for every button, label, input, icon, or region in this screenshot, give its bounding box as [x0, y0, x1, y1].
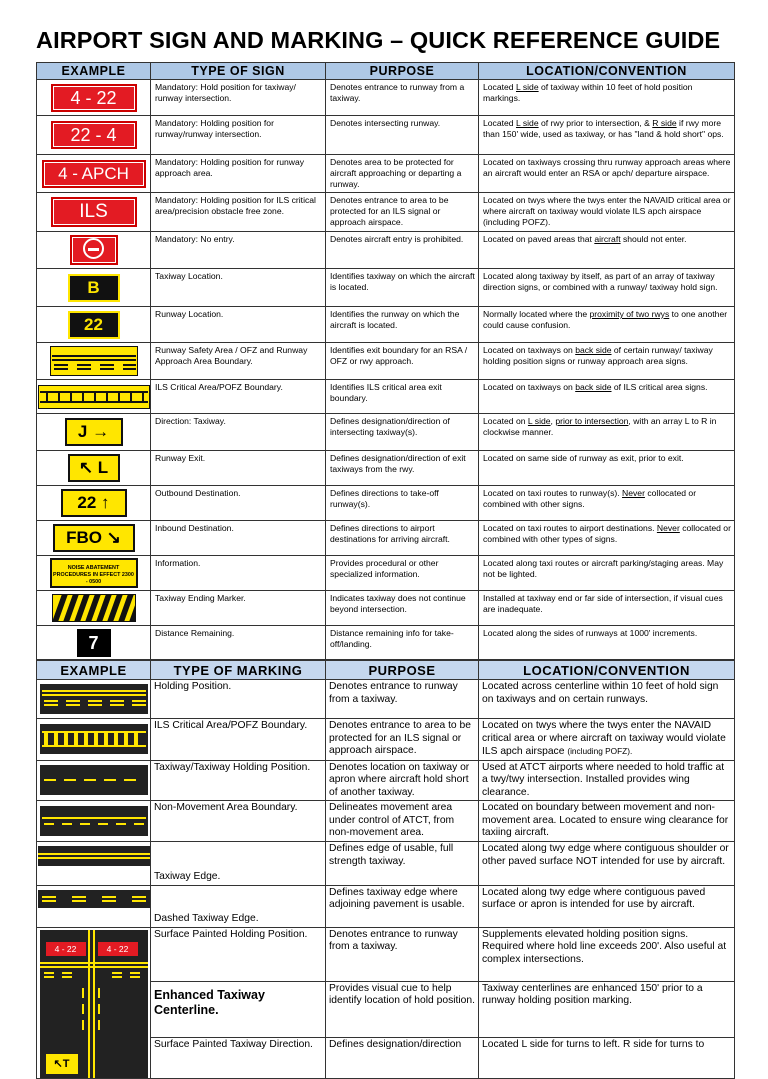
table-row [37, 801, 735, 842]
marking-example-taxiway-edge [37, 842, 151, 886]
marking-location: Used at ATCT airports where needed to hold traffic at a twy/twy intersection. Installed provides wing clearance. [479, 760, 735, 801]
marking-type: Non-Movement Area Boundary. [151, 801, 326, 842]
sign-type: Outbound Destination. [151, 486, 326, 521]
sign-type: Mandatory: No entry. [151, 232, 326, 269]
sign-location: Located on paved areas that aircraft should not enter. [479, 232, 735, 269]
table-row [37, 927, 735, 981]
sign-type: Distance Remaining. [151, 626, 326, 660]
sign-purpose: Denotes area to be protected for aircraft approaching or departing a runway. [326, 155, 479, 193]
no-entry-icon [83, 238, 104, 259]
marking-type: ILS Critical Area/POFZ Boundary. [151, 719, 326, 761]
col-header-example: EXAMPLE [37, 661, 151, 680]
signs-table [36, 62, 735, 660]
marking-location: Located L side for turns to left. R side for turns to [479, 1038, 735, 1078]
marking-purpose: Denotes entrance to runway from a taxiway. [326, 927, 479, 981]
marking-location: Located along twy edge where contiguous shoulder or other paved surface NOT intended for use by aircraft. [479, 842, 735, 886]
sign-location: Located on taxi routes to runway(s). Never collocated or combined with other signs. [479, 486, 735, 521]
sign-type: Runway Location. [151, 307, 326, 343]
marking-purpose: Defines designation/direction [326, 1038, 479, 1078]
sign-location: Located on twys where the twys enter the NAVAID critical area or where aircraft on taxiway would violate ILS apch airspace (including POFZ). [479, 193, 735, 232]
table-row [37, 380, 735, 414]
sign-location: Normally located where the proximity of two rwys to one another could cause confusion. [479, 307, 735, 343]
sign-example-direction-j: J → [65, 418, 123, 446]
sign-purpose: Identifies the runway on which the aircraft is located. [326, 307, 479, 343]
table-row [37, 269, 735, 307]
sign-type: ILS Critical Area/POFZ Boundary. [151, 380, 326, 414]
sign-type: Inbound Destination. [151, 521, 326, 556]
sign-type: Mandatory: Holding position for ILS critical area/precision obstacle free zone. [151, 193, 326, 232]
sign-type: Mandatory: Holding position for runway/runway intersection. [151, 116, 326, 155]
sign-example-information: NOISE ABATEMENT PROCEDURES IN EFFECT 2300 - 0500 [50, 558, 138, 588]
table-row [37, 307, 735, 343]
sign-example-no-entry [70, 235, 118, 265]
table-row [37, 414, 735, 451]
sign-example-hold-22-4: 22 - 4 [51, 121, 137, 149]
sign-example-runway-exit-l: ↖ L [68, 454, 120, 482]
sign-type: Taxiway Location. [151, 269, 326, 307]
table-row [37, 80, 735, 116]
col-header-type-of-sign: TYPE OF SIGN [151, 63, 326, 80]
sign-purpose: Identifies exit boundary for an RSA / OFZ or rwy approach. [326, 343, 479, 380]
sign-purpose: Defines designation/direction of intersecting taxiway(s). [326, 414, 479, 451]
marking-type: Taxiway Edge. [151, 842, 326, 886]
table-row [37, 451, 735, 486]
painted-hold-label-right: 4 - 22 [106, 943, 129, 954]
marking-type: Enhanced Taxiway Centerline. [151, 981, 326, 1037]
marking-location: Supplements elevated holding position signs. Required where hold line exceeds 200'. Also useful at complex intersections. [479, 927, 735, 981]
col-header-type-of-marking: TYPE OF MARKING [151, 661, 326, 680]
marking-location: Taxiway centerlines are enhanced 150' prior to a runway holding position marking. [479, 981, 735, 1037]
table-row [37, 521, 735, 556]
sign-purpose: Defines designation/direction of exit taxiways from the rwy. [326, 451, 479, 486]
sign-example-inbound-fbo: FBO ↘ [53, 524, 135, 552]
marking-location: Located along twy edge where contiguous paved surface or apron is intended for use by aircraft. [479, 885, 735, 927]
sign-example-outbound-22: 22 ↑ [61, 489, 127, 517]
table-row [37, 343, 735, 380]
marking-purpose: Defines edge of usable, full strength taxiway. [326, 842, 479, 886]
sign-location: Located on taxiways on back side of certain runway/ taxiway holding position signs or runway approach area signs. [479, 343, 735, 380]
sign-location: Located on L side, prior to intersection, with an array L to R in clockwise manner. [479, 414, 735, 451]
sign-location: Installed at taxiway end or far side of intersection, if visual cues are inadequate. [479, 591, 735, 626]
marking-example-holding-position [37, 680, 151, 719]
table-row [37, 486, 735, 521]
table-row [37, 232, 735, 269]
sign-purpose: Identifies taxiway on which the aircraft is located. [326, 269, 479, 307]
table-row [37, 193, 735, 232]
sign-location: Located along the sides of runways at 1000' increments. [479, 626, 735, 660]
sign-type: Runway Exit. [151, 451, 326, 486]
marking-type: Dashed Taxiway Edge. [151, 885, 326, 927]
marking-type: Surface Painted Taxiway Direction. [151, 1038, 326, 1078]
col-header-purpose: PURPOSE [326, 661, 479, 680]
table-row [37, 591, 735, 626]
sign-location: Located L side of rwy prior to intersection, & R side if rwy more than 150' wide, used as taxiway, or has "land & hold short" ops. [479, 116, 735, 155]
sign-example-hold-4-22: 4 - 22 [51, 84, 137, 112]
marking-example-ils-boundary [37, 719, 151, 761]
sign-purpose: Defines directions to take-off runway(s). [326, 486, 479, 521]
marking-purpose: Denotes entrance to runway from a taxiway. [326, 680, 479, 719]
marking-location: Located across centerline within 10 feet of hold sign on taxiways and on certain runways. [479, 680, 735, 719]
marking-type: Holding Position. [151, 680, 326, 719]
sign-purpose: Indicates taxiway does not continue beyond intersection. [326, 591, 479, 626]
sign-purpose: Defines directions to airport destinations for arriving aircraft. [326, 521, 479, 556]
sign-location: Located on same side of runway as exit, prior to exit. [479, 451, 735, 486]
sign-purpose: Provides procedural or other specialized information. [326, 556, 479, 591]
marking-example-non-movement-boundary [37, 801, 151, 842]
sign-location: Located on taxi routes to airport destinations. Never collocated or combined with other types of signs. [479, 521, 735, 556]
sign-purpose: Distance remaining info for take-off/landing. [326, 626, 479, 660]
sign-location: Located on taxiways crossing thru runway approach areas where an aircraft would enter an RSA or apch/ departure airspace. [479, 155, 735, 193]
table-row [37, 719, 735, 761]
sign-example-rsa-boundary [37, 343, 151, 380]
sign-location: Located along taxiway by itself, as part of an array of taxiway direction signs, or combined with a runway/ taxiway hold sign. [479, 269, 735, 307]
sign-location: Located along taxi routes or aircraft parking/staging areas. May not be lighted. [479, 556, 735, 591]
sign-example-runway-location-22: 22 [68, 311, 120, 339]
sign-example-4-apch: 4 - APCH [42, 160, 146, 188]
table-row [37, 626, 735, 660]
sign-purpose: Denotes aircraft entry is prohibited. [326, 232, 479, 269]
marking-example-dashed-taxiway-edge [37, 885, 151, 927]
col-header-location: LOCATION/CONVENTION [479, 63, 735, 80]
marking-purpose: Provides visual cue to help identify location of hold position. [326, 981, 479, 1037]
sign-type: Mandatory: Hold position for taxiway/ runway intersection. [151, 80, 326, 116]
sign-location: Located L side of taxiway within 10 feet of hold position markings. [479, 80, 735, 116]
sign-purpose: Identifies ILS critical area exit boundary. [326, 380, 479, 414]
marking-example-surface-painted [37, 927, 151, 1078]
marking-purpose: Denotes entrance to area to be protected for an ILS signal or approach airspace. [326, 719, 479, 761]
marking-type: Taxiway/Taxiway Holding Position. [151, 760, 326, 801]
markings-table [36, 660, 735, 1079]
sign-type: Taxiway Ending Marker. [151, 591, 326, 626]
sign-example-ils: ILS [51, 197, 137, 227]
col-header-purpose: PURPOSE [326, 63, 479, 80]
sign-example-ils-boundary [37, 380, 151, 414]
table-row [37, 680, 735, 719]
sign-type: Information. [151, 556, 326, 591]
table-row [37, 556, 735, 591]
sign-example-taxiway-ending-marker [37, 591, 151, 626]
sign-type: Mandatory: Holding position for runway approach area. [151, 155, 326, 193]
sign-example-taxiway-location-b: B [68, 274, 120, 302]
sign-purpose: Denotes intersecting runway. [326, 116, 479, 155]
marking-type: Surface Painted Holding Position. [151, 927, 326, 981]
sign-example-distance-remaining-7: 7 [77, 629, 111, 657]
table-row [37, 155, 735, 193]
marking-location: Located on twys where the twys enter the NAVAID critical area or where aircraft on taxiway would violate ILS apch airspace (including POFZ). [479, 719, 735, 761]
table-row [37, 885, 735, 927]
sign-purpose: Denotes entrance to area to be protected for an ILS signal or approach airspace. [326, 193, 479, 232]
marking-purpose: Defines taxiway edge where adjoining pavement is usable. [326, 885, 479, 927]
painted-hold-label-left: 4 - 22 [54, 943, 77, 954]
col-header-location: LOCATION/CONVENTION [479, 661, 735, 680]
sign-purpose: Denotes entrance to runway from a taxiway. [326, 80, 479, 116]
sign-type: Runway Safety Area / OFZ and Runway Approach Area Boundary. [151, 343, 326, 380]
table-row [37, 842, 735, 886]
marking-purpose: Delineates movement area under control of ATCT, from non-movement area. [326, 801, 479, 842]
marking-location: Located on boundary between movement and non-movement area. Located to ensure wing clearance for taxiing aircraft. [479, 801, 735, 842]
sign-location: Located on taxiways on back side of ILS critical area signs. [479, 380, 735, 414]
table-row [37, 760, 735, 801]
marking-example-taxiway-holding-position [37, 760, 151, 801]
marking-purpose: Denotes location on taxiway or apron where aircraft hold short of another taxiway. [326, 760, 479, 801]
col-header-example: EXAMPLE [37, 63, 151, 80]
table-row [37, 116, 735, 155]
page-title: AIRPORT SIGN AND MARKING – QUICK REFERENCE GUIDE [36, 27, 721, 53]
painted-direction-label: ↖T [53, 1057, 70, 1070]
sign-type: Direction: Taxiway. [151, 414, 326, 451]
